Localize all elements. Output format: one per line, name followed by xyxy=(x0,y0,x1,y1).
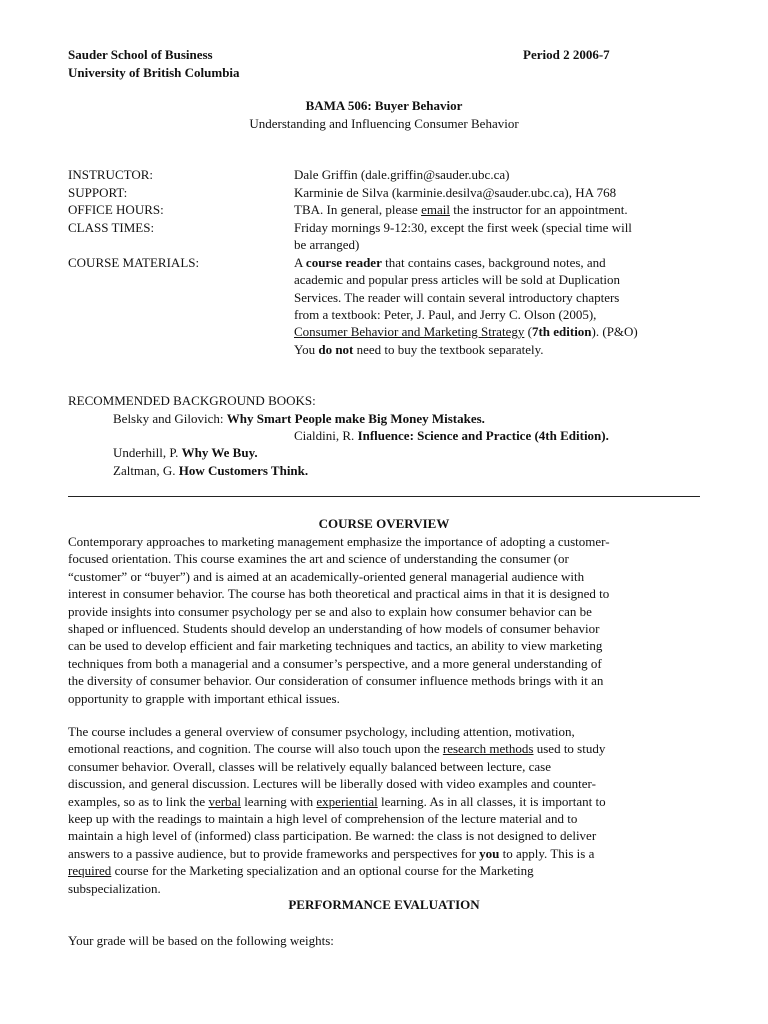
course-reader-emphasis: course reader xyxy=(305,255,382,270)
overview-heading: COURSE OVERVIEW xyxy=(318,516,450,531)
paragraph-line: shaped or influenced. Students should develop an understanding of how models of consumer behavior xyxy=(68,620,600,636)
book-item-underhill xyxy=(113,444,258,461)
paragraph-text: course for the Marketing specialization and an optional course for the Marketing xyxy=(111,863,534,879)
materials-line-1 xyxy=(294,254,606,271)
class-times-line-2: be arranged) xyxy=(294,237,360,252)
paragraph-line xyxy=(68,862,708,879)
book-author: Belsky and Gilovich: xyxy=(113,411,227,426)
instructor-value: Dale Griffin (dale.griffin@sauder.ubc.ca) xyxy=(294,167,510,182)
paragraph-line: maintain a high level of (informed) class participation. Be warned: the class is not designed to deliver xyxy=(68,828,597,844)
paragraph-line: “customer” or “buyer”) and is aimed at an academically-oriented general managerial audience with xyxy=(68,568,585,584)
book-title: Why Smart People make Big Money Mistakes. xyxy=(226,411,485,426)
book-title: Why We Buy. xyxy=(181,445,258,460)
paragraph-line: Contemporary approaches to marketing management emphasize the importance of adopting a customer- xyxy=(68,534,610,549)
paragraph-line xyxy=(68,740,708,757)
section-divider xyxy=(68,496,700,497)
books-heading: RECOMMENDED BACKGROUND BOOKS: xyxy=(68,393,316,408)
performance-heading: PERFORMANCE EVALUATION xyxy=(288,897,480,912)
materials-text: that contains cases, background notes, and xyxy=(381,255,606,270)
book-author: Cialdini, R. xyxy=(294,428,358,443)
materials-label: COURSE MATERIALS: xyxy=(68,255,200,270)
materials-line-3: Services. The reader will contain several introductory chapters xyxy=(294,290,620,305)
materials-line-2: academic and popular press articles will be sold at Duplication xyxy=(294,272,620,287)
support-value: Karminie de Silva (karminie.desilva@sauder.ubc.ca), HA 768 xyxy=(294,185,617,200)
paragraph-text: learning. As in all classes, it is important to xyxy=(377,793,606,809)
book-title: How Customers Think. xyxy=(178,463,309,478)
materials-text: ( xyxy=(524,324,532,339)
experiential-emphasis: experiential xyxy=(316,793,378,809)
school-name: Sauder School of Business xyxy=(68,47,213,62)
book-item-zaltman xyxy=(113,462,308,479)
materials-text: ). (P&O) xyxy=(591,324,638,339)
paragraph-text: answers to a passive audience, but to provide frameworks and perspectives for xyxy=(68,845,480,861)
book-author: Underhill, P. xyxy=(113,445,182,460)
performance-intro: Your grade will be based on the following weights: xyxy=(68,933,334,948)
book-item-belsky xyxy=(113,410,485,427)
textbook-title: Consumer Behavior and Marketing Strategy xyxy=(294,324,525,339)
paragraph-line: can be used to develop efficient and fair marketing techniques and tactics, an ability to view marketing xyxy=(68,638,603,654)
do-not-emphasis: do not xyxy=(318,342,354,357)
course-subtitle: Understanding and Influencing Consumer Behavior xyxy=(249,116,519,131)
course-title: BAMA 506: Buyer Behavior xyxy=(305,98,463,113)
paragraph-line: provide insights into consumer psychology per se and also to explain how consumer behavior can be xyxy=(68,603,592,619)
term-period: Period 2 2006-7 xyxy=(523,47,610,62)
email-link[interactable]: email xyxy=(421,202,450,217)
paragraph-line: interest in consumer behavior. The course has both theoretical and practical aims in that it is designed to xyxy=(68,586,610,602)
book-author: Zaltman, G. xyxy=(113,463,179,478)
paragraph-line: techniques from both a managerial and a consumer’s perspective, and a more general understanding of xyxy=(68,655,602,671)
paragraph-line: subspecialization. xyxy=(68,880,161,896)
university-name: University of British Columbia xyxy=(68,65,240,80)
office-hours-text-end: the instructor for an appointment. xyxy=(449,202,628,217)
materials-text: need to buy the textbook separately. xyxy=(353,342,544,357)
materials-text: A xyxy=(294,255,306,270)
overview-paragraph-2 xyxy=(68,723,708,897)
paragraph-text: used to study xyxy=(533,741,606,757)
paragraph-text: to apply. This is a xyxy=(499,845,595,861)
paragraph-line: consumer behavior. Overall, classes will be relatively equally balanced between lecture, case xyxy=(68,758,551,774)
edition-emphasis: 7th edition xyxy=(531,324,592,339)
book-title: Influence: Science and Practice (4th Edition). xyxy=(357,428,609,443)
class-times-line-1: Friday mornings 9-12:30, except the first week (special time will xyxy=(294,220,632,235)
paragraph-text: examples, so as to link the xyxy=(68,793,209,809)
office-hours-text: TBA. In general, please xyxy=(294,202,422,217)
materials-text: You xyxy=(294,342,319,357)
paragraph-text: emotional reactions, and cognition. The course will also touch upon the xyxy=(68,741,443,757)
research-methods-emphasis: research methods xyxy=(442,741,534,757)
materials-line-4: from a textbook: Peter, J. Paul, and Jerry C. Olson (2005), xyxy=(294,307,597,322)
verbal-emphasis: verbal xyxy=(208,793,241,809)
paragraph-line: the diversity of consumer behavior. Our consideration of consumer influence methods brings with it an xyxy=(68,673,604,689)
paragraph-line: focused orientation. This course examines the art and science of understanding the consumer (or xyxy=(68,551,569,567)
overview-paragraph-1 xyxy=(68,533,708,707)
office-hours-label: OFFICE HOURS: xyxy=(68,202,164,217)
book-item-cialdini xyxy=(294,427,609,444)
materials-line-5 xyxy=(294,323,638,340)
instructor-label: INSTRUCTOR: xyxy=(68,167,153,182)
support-label: SUPPORT: xyxy=(68,185,128,200)
office-hours-value xyxy=(294,201,628,218)
paragraph-line xyxy=(68,793,708,810)
paragraph-line: discussion, and general discussion. Lectures will be liberally dosed with video examples and counter- xyxy=(68,776,596,792)
materials-line-6 xyxy=(294,341,544,358)
paragraph-line: opportunity to grapple with important ethical issues. xyxy=(68,690,340,706)
paragraph-line: keep up with the readings to maintain a high level of comprehension of the lecture material and to xyxy=(68,810,578,826)
class-times-label: CLASS TIMES: xyxy=(68,220,155,235)
you-emphasis: you xyxy=(479,845,500,861)
paragraph-line: The course includes a general overview of consumer psychology, including attention, motivation, xyxy=(68,724,575,739)
required-emphasis: required xyxy=(68,863,112,879)
paragraph-text: learning with xyxy=(240,793,317,809)
paragraph-line xyxy=(68,845,708,862)
